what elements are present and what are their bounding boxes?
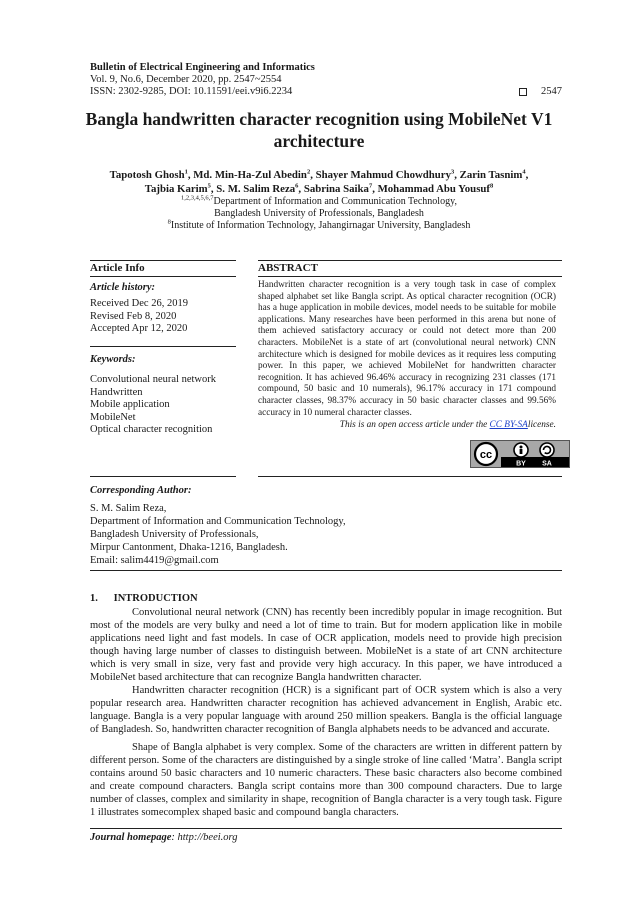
introduction-heading: 1. INTRODUCTION bbox=[90, 593, 198, 604]
intro-paragraph: Handwritten character recognition (HCR) is a significant part of OCR system which is also a very popular research area. Handwritten character recognition has achieved advancement in English, Arabic etc. language. Bangla is a very popular language with around 250 million speakers. Bangla is the official language of Bangladesh. So, handwritten character recognition of Bangla alphabets needs to be advanced and accurate. bbox=[90, 685, 562, 735]
abstract-heading: ABSTRACT bbox=[258, 262, 318, 274]
corresponding-line: Department of Information and Communication Technology, bbox=[90, 516, 346, 527]
author-name: Zarin Tasnim bbox=[459, 169, 523, 181]
author-list bbox=[80, 168, 558, 196]
accepted-date: Accepted Apr 12, 2020 bbox=[90, 323, 188, 335]
keyword: Convolutional neural network bbox=[90, 374, 216, 385]
affiliation-text: Institute of Information Technology, Jahangirnagar University, Bangladesh bbox=[170, 220, 471, 231]
cc-license-badge[interactable] bbox=[470, 440, 570, 468]
divider bbox=[258, 260, 562, 261]
divider bbox=[258, 276, 562, 277]
divider bbox=[90, 276, 236, 277]
keywords-heading: Keywords: bbox=[90, 354, 136, 365]
affiliation-sup: 8 bbox=[167, 218, 171, 226]
keywords-list bbox=[90, 374, 236, 437]
volume-info: Vol. 9, No.6, December 2020, pp. 2547~2554 bbox=[90, 74, 282, 85]
author-name: Tapotosh Ghosh bbox=[109, 169, 185, 181]
author-line-2: Tajbia Karim$^5$, S. M. Salim Reza$^6$, Sabrina Saika$^7$, Mohammad Abu Yousuf$^8$ bbox=[144, 182, 494, 195]
author-sup: 4 bbox=[522, 168, 526, 176]
author-sup: 2 bbox=[306, 168, 311, 176]
footer-label: Journal homepage bbox=[90, 832, 172, 843]
paper-title bbox=[70, 108, 568, 152]
author-sup: 3 bbox=[451, 168, 455, 176]
divider bbox=[90, 570, 562, 571]
divider bbox=[90, 476, 236, 477]
cc-label: cc bbox=[479, 449, 493, 461]
author-sup: 8 bbox=[490, 182, 494, 190]
author-line-1: Tapotosh Ghosh$^1$, Md. Min-Ha-Zul Abedin$^2$, Shayer Mahmud Chowdhury$^3$, Zarin Tasnim$^4$, bbox=[109, 168, 529, 181]
affiliation-1-line-2: Bangladesh University of Professionals, Bangladesh bbox=[214, 208, 424, 219]
abstract-text: Handwritten character recognition is a very tough task in case of complex shaped alphabet set like Bangla script. As optical character recognition (OCR) has a huge application in mobile devices, model needs to be suitable for mobile applications. Many researches have been performed in this arena but none of them achieved satisfactory accuracy or could not detect more than 200 characters. MobileNet is a state of art (convolutional neural network) CNN architecture which is designed for mobile devices as it requires less computing power. In this paper, we achieved MobileNet for handwritten character recognition. It has achieved 96.46% accuracy in recognizing 231 classes (171 compound, 50 basic and 10 numerals), 96.17% accuracy in 171 compound character classes, 98.37% accuracy in 50 basic character classes and 99.56% accuracy in 10 numeral character classes. bbox=[258, 280, 556, 418]
corresponding-line: S. M. Salim Reza, bbox=[90, 503, 167, 514]
article-info-heading: Article Info bbox=[90, 262, 145, 274]
affiliation-2 bbox=[90, 220, 548, 232]
corresponding-line: Mirpur Cantonment, Dhaka-1216, Bangladesh. bbox=[90, 542, 288, 553]
author-sup: 7 bbox=[368, 182, 373, 190]
footer-divider bbox=[90, 828, 562, 829]
author-sup: 5 bbox=[207, 182, 211, 190]
keyword: MobileNet bbox=[90, 411, 136, 423]
divider bbox=[90, 260, 236, 261]
open-access-suffix: license. bbox=[527, 420, 556, 430]
page-number: 2547 bbox=[541, 86, 562, 97]
sa-label: SA bbox=[542, 460, 552, 467]
issn-doi: ISSN: 2302-9285, DOI: 10.11591/eei.v9i6.2234 bbox=[90, 86, 293, 97]
corresponding-line: Email: salim4419@gmail.com bbox=[90, 555, 219, 566]
received-date: Received Dec 26, 2019 bbox=[90, 298, 188, 309]
divider bbox=[258, 476, 562, 477]
page-number-block bbox=[519, 85, 562, 98]
keyword: Handwritten bbox=[90, 386, 143, 398]
footer-url[interactable]: : http://beei.org bbox=[171, 832, 238, 843]
license-link[interactable]: CC BY-SA bbox=[489, 420, 528, 430]
author-name: Mohammad Abu Yousuf bbox=[377, 183, 490, 195]
affiliation-sup: 1,2,3,4,5,6,7 bbox=[181, 194, 214, 202]
title-line-2: architecture bbox=[273, 131, 365, 151]
intro-paragraph: Shape of Bangla alphabet is very complex. Some of the characters are written in different pattern by different person. Some of the characters are distinguished by a single stroke of line called ‘Matra’. Bangla script contains around 50 basic characters and 10 numeric characters. These basic characters also become combined and create compound characters. Bangla script contains more than 300 compound characters. Due to large number of classes, complex and similarity in shape, recognition of Bangla character is a very tough task. Figure 1 illustrates somecomplex shaped basic and compound bangla characters. bbox=[90, 742, 562, 818]
revised-date: Revised Feb 8, 2020 bbox=[90, 310, 177, 322]
square-icon bbox=[519, 88, 527, 96]
journal-homepage bbox=[90, 832, 238, 843]
journal-name: Bulletin of Electrical Engineering and Informatics bbox=[90, 62, 315, 73]
intro-paragraph: Convolutional neural network (CNN) has recently been incredibly popular in image recognition. But most of the models are very bulky and need a lot of time to train. But for modern application like in mobile applications need light and fast models. In case of OCR application, models need to provide high precision though having large number of classes to distinguish between. MobileNet is a state of art CNN architecture which is very small in size, very fast and provide very high accuracy. In this paper, we have introduced a MobileNet based architecture that can recognize Bangla handwritten character. bbox=[90, 607, 562, 683]
open-access-note bbox=[258, 420, 556, 430]
author-name: Sabrina Saika bbox=[303, 183, 369, 195]
by-label: BY bbox=[516, 460, 526, 467]
cc-by-sa-icon bbox=[471, 441, 569, 467]
author-name: S. M. Salim Reza bbox=[216, 183, 296, 195]
open-access-prefix: This is an open access article under the bbox=[339, 420, 490, 430]
affiliation-1 bbox=[90, 196, 548, 208]
history-dates bbox=[90, 298, 236, 336]
author-sup: 1 bbox=[184, 168, 188, 176]
keyword: Optical character recognition bbox=[90, 424, 213, 436]
author-sup: 6 bbox=[295, 182, 299, 190]
divider bbox=[90, 346, 236, 347]
corresponding-line: Bangladesh University of Professionals, bbox=[90, 529, 259, 540]
keyword: Mobile application bbox=[90, 399, 170, 411]
author-name: Tajbia Karim bbox=[144, 183, 208, 195]
corresponding-details bbox=[90, 502, 346, 567]
affiliation-text: Department of Information and Communication Technology, bbox=[213, 196, 457, 207]
author-name: Shayer Mahmud Chowdhury bbox=[315, 169, 451, 181]
title-line-1: Bangla handwritten character recognition using MobileNet V1 bbox=[85, 109, 553, 129]
author-name: Md. Min-Ha-Zul Abedin bbox=[193, 169, 307, 181]
history-heading: Article history: bbox=[90, 282, 156, 293]
corresponding-heading: Corresponding Author: bbox=[90, 485, 192, 496]
